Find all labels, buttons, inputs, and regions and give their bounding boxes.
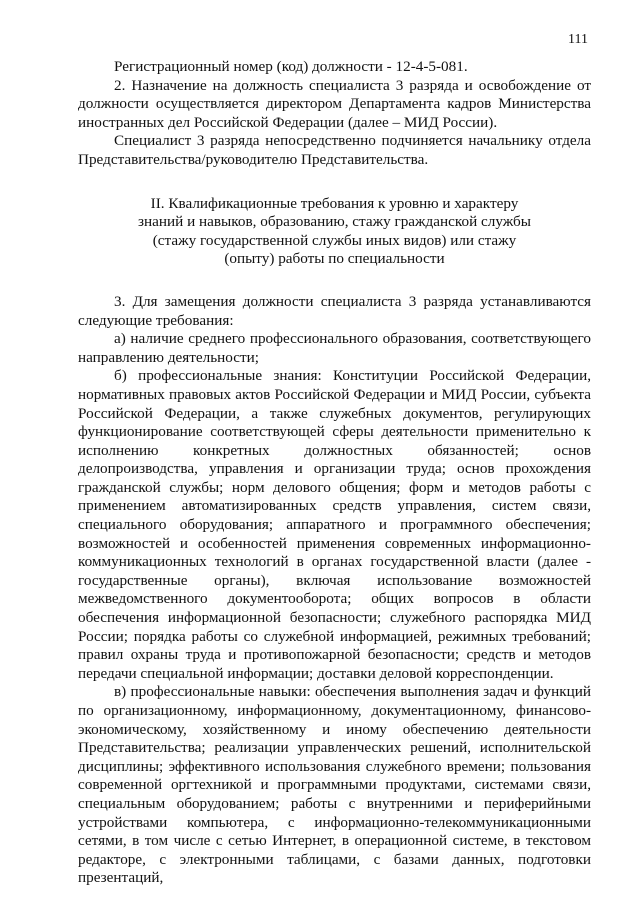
paragraph-professional-knowledge: б) профессиональные знания: Конституции Российской Федерации, нормативных правовых актов Российской Федерации и МИД России, субъекта Российской Федерации, а также служебных документов, регулирующих функционирование соответствующей сферы деятельности применительно к исполнению конкретных должностных обязанностей; основ делопроизводства, управления и организации труда; основ прохождения гражданской службы; норм делового общения; форм и методов работы с применением автоматизированных средств управления, систем связи, специального оборудования; аппаратного и программного обеспечения; возможностей и особенностей применения современных информационно-коммуникационных технологий в органах государственной власти (далее - государственные органы), включая использование возможностей межведомственного документооборота; общих вопросов в области обеспечения информационной безопасности; служебного распорядка МИД России; порядка работы со служебной информацией, режимных требований; правил охраны труда и противопожарной безопасности; средств и методов передачи специальной информации; доставки деловой корреспонденции. — [78, 367, 591, 682]
section-heading — [78, 195, 591, 269]
paragraph-registration-number: Регистрационный номер (код) должности - 12-4-5-081. — [114, 58, 468, 75]
paragraph-professional-skills: в) профессиональные навыки: обеспечения выполнения задач и функций по организационному, информационному, документационному, финансово-экономическому, хозяйственному и иному обеспечению деятельности Представительства; реализации управленческих решений, исполнительской дисциплины; эффективного использования служебного времени; пользования современной оргтехникой и программными продуктами, системами связи, специальным оборудованием; работы с внутренними и периферийными устройствами компьютера, с информационно-телекоммуникационными сетями, в том числе с сетью Интернет, в операционной системе, в текстовом редакторе, с электронными таблицами, с базами данных, подготовки презентаций, — [78, 683, 591, 887]
page-number: 111 — [568, 32, 588, 47]
document-body — [78, 58, 591, 888]
section-heading-line: знаний и навыков, образованию, стажу гражданской службы — [138, 213, 531, 231]
section-heading-line: II. Квалификационные требования к уровню и характеру — [150, 194, 519, 212]
section-heading-line: (стажу государственной службы иных видов) или стажу — [152, 231, 517, 249]
paragraph-education: а) наличие среднего профессионального образования, соответствующего направлению деятельности; — [78, 330, 591, 366]
paragraph-requirements-intro: 3. Для замещения должности специалиста 3 разряда устанавливаются следующие требования: — [78, 292, 591, 329]
section-heading-line: (опыту) работы по специальности — [224, 250, 445, 268]
paragraph-appointment: 2. Назначение на должность специалиста 3 разряда и освобождение от должности осуществляется директором Департамента кадров Министерства иностранных дел Российской Федерации (далее – МИД России). — [78, 76, 591, 131]
paragraph-subordination: Специалист 3 разряда непосредственно подчиняется начальнику отдела Представительства/руководителю Представительства. — [78, 132, 591, 168]
